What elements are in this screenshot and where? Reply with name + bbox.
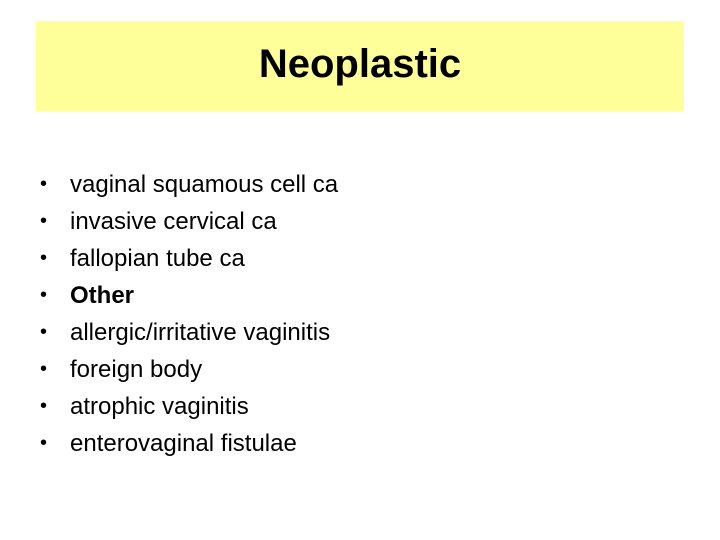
bullet-item [40, 314, 338, 351]
bullet-text: enterovaginal fistulae [70, 430, 297, 457]
bullet-icon: • [40, 321, 48, 343]
bullet-icon: • [40, 284, 48, 306]
bullet-item [40, 351, 338, 388]
bullet-icon: • [40, 210, 48, 232]
bullet-text: Other [70, 282, 135, 309]
bullet-item [40, 240, 338, 277]
bullet-item [40, 425, 338, 462]
title-banner [36, 21, 684, 111]
bullet-item [40, 388, 338, 425]
bullet-text: invasive cervical ca [70, 208, 277, 235]
bullet-icon: • [40, 358, 48, 380]
bullet-icon: • [40, 432, 48, 454]
bullet-item [40, 277, 338, 314]
bullet-item [40, 203, 338, 240]
bullet-text: atrophic vaginitis [70, 393, 249, 420]
bullet-list [40, 166, 338, 462]
bullet-icon: • [40, 395, 48, 417]
slide-title: Neoplastic [258, 42, 462, 86]
bullet-icon: • [40, 173, 48, 195]
bullet-icon: • [40, 247, 48, 269]
bullet-text: fallopian tube ca [70, 245, 245, 272]
bullet-text: vaginal squamous cell ca [70, 171, 339, 198]
bullet-text: foreign body [70, 356, 203, 383]
bullet-text: allergic/irritative vaginitis [70, 319, 331, 346]
bullet-item [40, 166, 338, 203]
